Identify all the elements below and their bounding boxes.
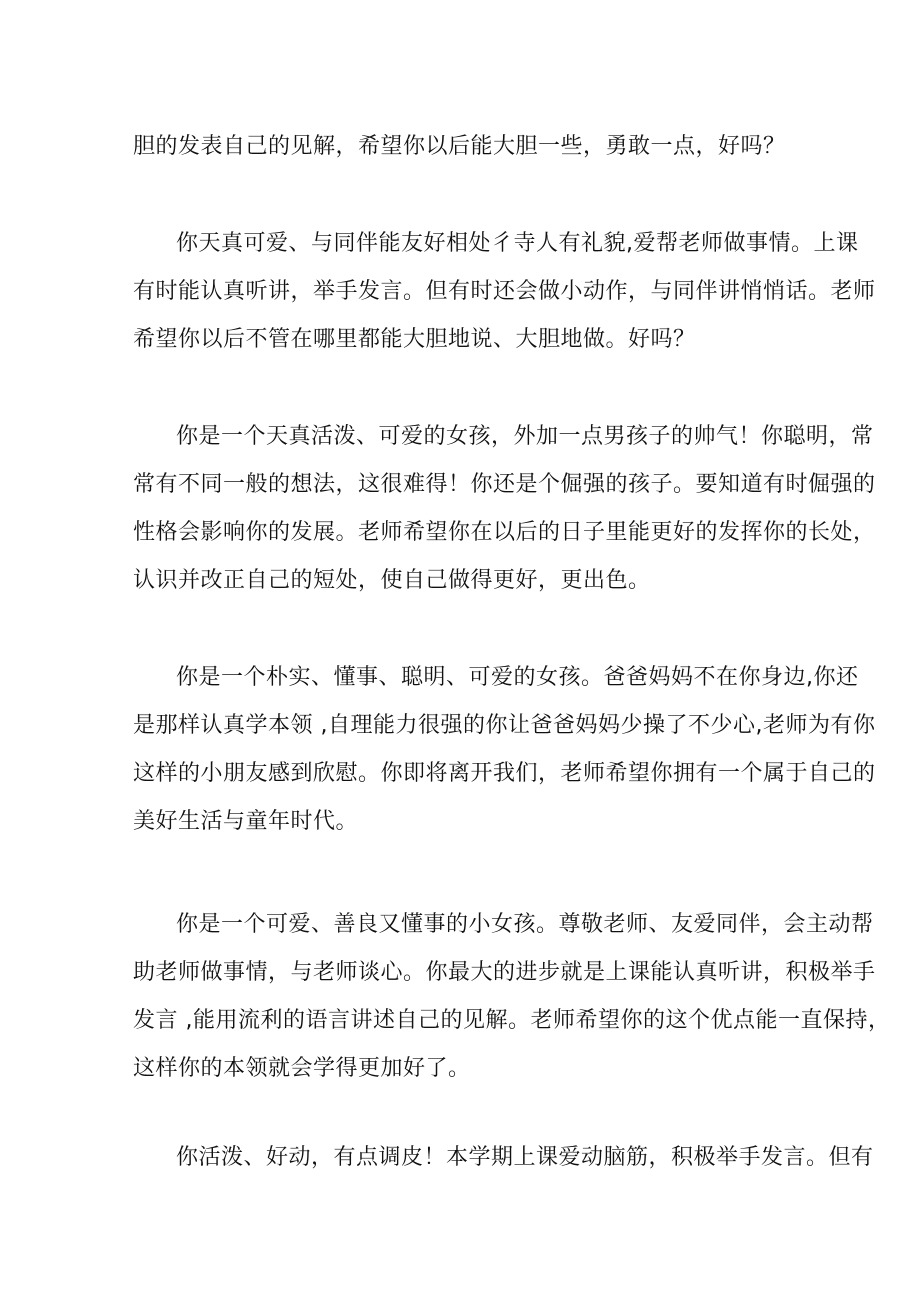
paragraph-5-line-2: 助老师做事情，与老师谈心。你最大的进步就是上课能认真听讲，积极举手 <box>133 960 876 985</box>
paragraph-4-line-2: 是那样认真学本领 ,自理能力很强的你让爸爸妈妈少操了不少心,老师为有你 <box>133 713 876 738</box>
paragraph-3-line-1: 你是一个天真活泼、可爱的女孩，外加一点男孩子的帅气！你聪明，常 <box>176 424 874 449</box>
paragraph-6-line-1: 你活泼、好动，有点调皮！本学期上课爱动脑筋，积极举手发言。但有 <box>176 1145 874 1170</box>
paragraph-2-line-2: 有时能认真听讲，举手发言。但有时还会做小动作，与同伴讲悄悄话。老师 <box>133 279 876 304</box>
paragraph-2-line-3: 希望你以后不管在哪里都能大胆地说、大胆地做。好吗？ <box>133 327 696 352</box>
paragraph-3-line-3: 性格会影响你的发展。老师希望你在以后的日子里能更好的发挥你的长处， <box>133 520 876 545</box>
paragraph-3-line-2: 常有不同一般的想法，这很难得！你还是个倔强的孩子。要知道有时倔强的 <box>133 472 876 497</box>
paragraph-4-line-3: 这样的小朋友感到欣慰。你即将离开我们，老师希望你拥有一个属于自己的 <box>133 761 876 786</box>
paragraph-4-line-1: 你是一个朴实、懂事、聪明、可爱的女孩。爸爸妈妈不在你身边,你还 <box>176 665 859 690</box>
paragraph-4-line-4: 美好生活与童年时代。 <box>133 809 359 834</box>
paragraph-2-line-1: 你天真可爱、与同伴能友好相处彳寺人有礼貌,爱帮老师做事情。上课 <box>176 231 859 256</box>
paragraph-5-line-1: 你是一个可爱、善良又懂事的小女孩。尊敬老师、友爱同伴，会主动帮 <box>176 912 874 937</box>
paragraph-1-line-1: 胆的发表自己的见解，希望你以后能大胆一些，勇敢一点，好吗？ <box>133 134 786 159</box>
paragraph-5-line-3: 发言 ,能用流利的语言讲述自己的见解。老师希望你的这个优点能一直保持， <box>133 1008 891 1033</box>
paragraph-5-line-4: 这样你的本领就会学得更加好了。 <box>133 1056 471 1081</box>
paragraph-3-line-4: 认识并改正自己的短处，使自己做得更好，更出色。 <box>133 568 651 593</box>
